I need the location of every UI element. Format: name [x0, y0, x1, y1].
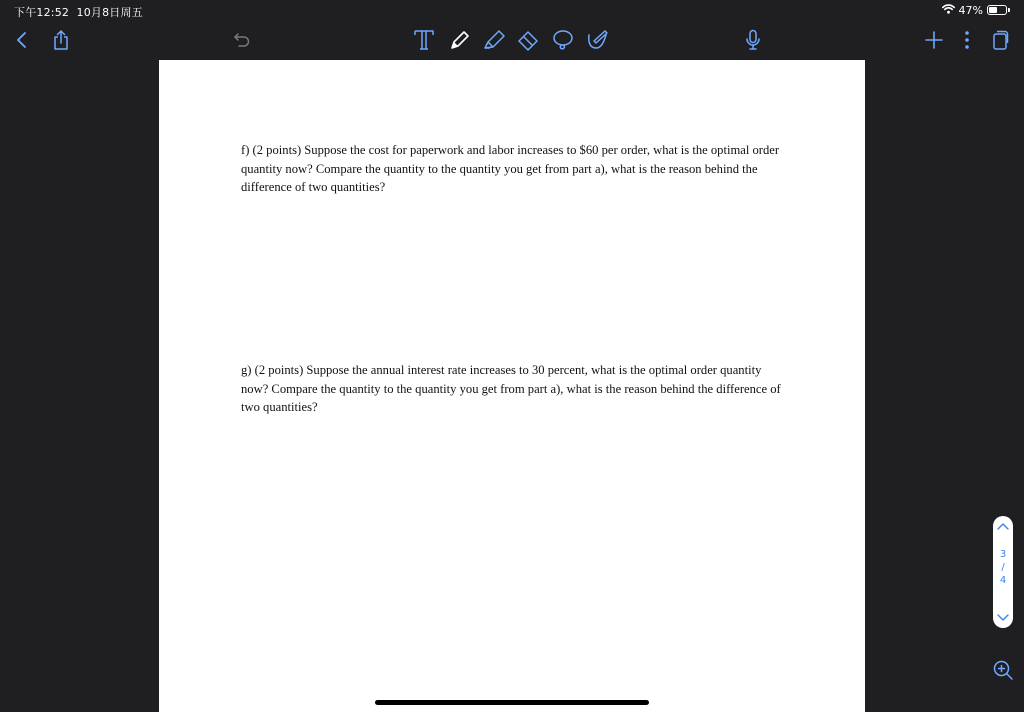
zoom-button[interactable] [990, 657, 1016, 683]
text-tool-icon [413, 29, 435, 51]
battery-percent: 47% [958, 3, 983, 17]
time-text: 下午12:52 [14, 6, 70, 19]
shapes-icon [585, 29, 609, 51]
document-page[interactable] [159, 60, 865, 712]
microphone-icon [745, 29, 761, 51]
more-icon [964, 30, 970, 50]
highlighter-icon [482, 29, 506, 51]
zoom-in-icon [992, 659, 1014, 681]
question-f-text: f) (2 points) Suppose the cost for paperwork and labor increases to $60 per order, what is the optimal order quantity now? Compare the quantity to the quantity you get from part a), what is the reason behind the difference of two quantities? [241, 143, 780, 194]
page-overview-icon [991, 30, 1009, 50]
text-tool-button[interactable] [410, 26, 438, 54]
share-button[interactable] [47, 26, 75, 54]
share-icon [52, 30, 70, 50]
toolbar [0, 22, 1024, 58]
date-text: 10月8日周五 [76, 6, 143, 19]
status-time [14, 4, 143, 20]
undo-button[interactable] [228, 26, 256, 54]
back-button[interactable] [8, 26, 36, 54]
undo-icon [233, 32, 251, 48]
add-page-icon [924, 30, 944, 50]
current-page-number: 3 [999, 549, 1007, 560]
lasso-tool-button[interactable] [549, 26, 577, 54]
home-indicator[interactable] [375, 700, 649, 705]
shapes-tool-button[interactable] [583, 26, 611, 54]
highlighter-tool-button[interactable] [480, 26, 508, 54]
lasso-icon [551, 29, 575, 51]
page-navigator [993, 516, 1013, 628]
page-overview-button[interactable] [986, 26, 1014, 54]
battery-icon [987, 5, 1007, 15]
eraser-icon [516, 29, 540, 51]
battery-fill [989, 7, 997, 13]
chevron-down-icon [997, 614, 1009, 622]
total-pages: 4 [999, 575, 1007, 586]
pen-tool-button[interactable] [446, 26, 474, 54]
back-icon [15, 31, 29, 49]
status-indicators [942, 3, 1010, 17]
wifi-icon [942, 4, 955, 17]
more-options-button[interactable] [953, 26, 981, 54]
next-page-button[interactable] [993, 608, 1013, 628]
eraser-tool-button[interactable] [514, 26, 542, 54]
page-separator: / [1001, 562, 1005, 573]
chevron-up-icon [997, 522, 1009, 530]
question-g-text: g) (2 points) Suppose the annual interest rate increases to 30 percent, what is the optimal order quantity now? Compare the quantity to the quantity you get from part a), what is the reason behind the difference of two quantities? [241, 363, 781, 414]
previous-page-button[interactable] [993, 516, 1013, 536]
battery-tip [1008, 8, 1010, 12]
add-page-button[interactable] [920, 26, 948, 54]
status-bar [0, 0, 1024, 22]
pen-icon [449, 29, 471, 51]
microphone-button[interactable] [739, 26, 767, 54]
